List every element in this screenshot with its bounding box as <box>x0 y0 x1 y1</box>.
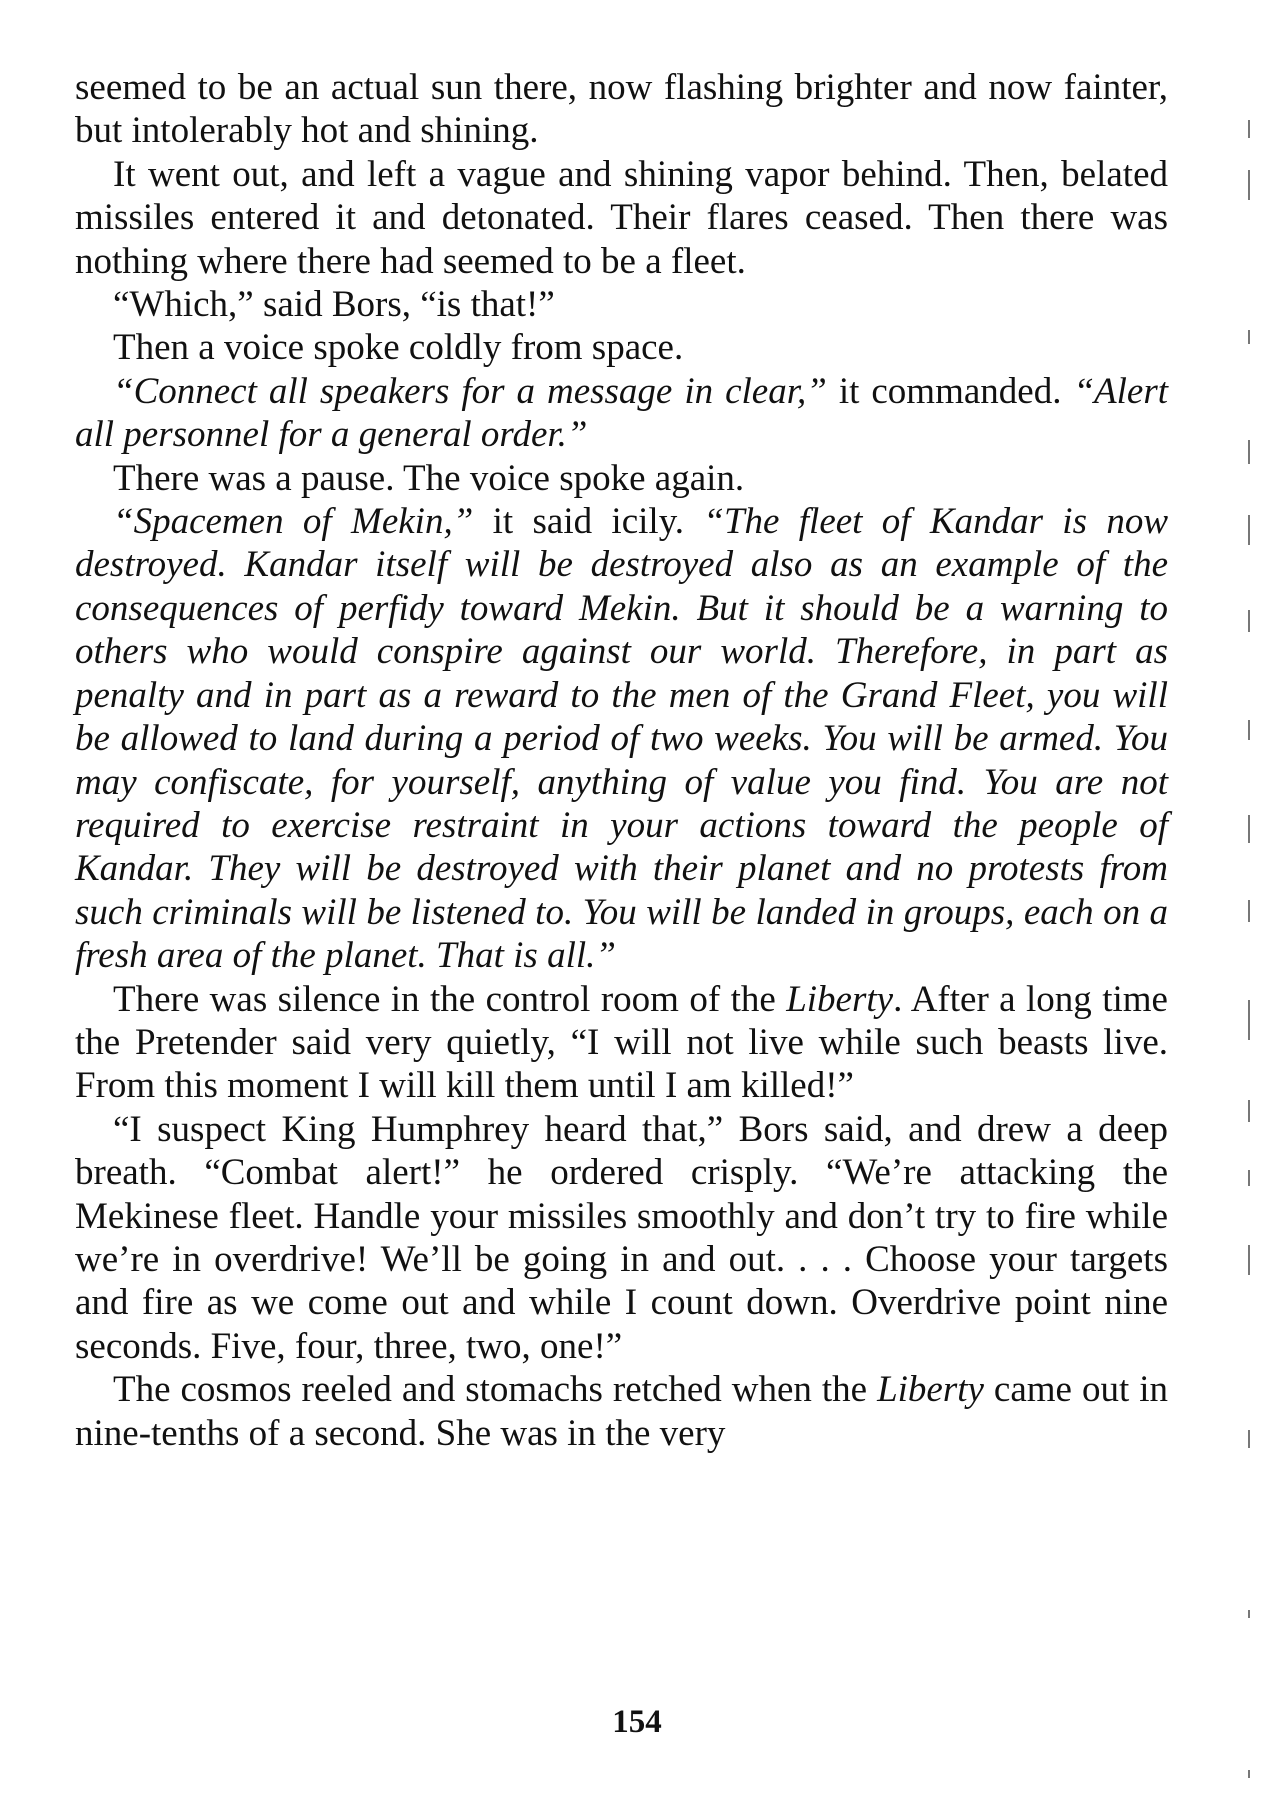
text-run: There was silence in the control room of the <box>113 978 787 1020</box>
paragraph-6: There was a pause. The voice spoke again. <box>113 457 745 499</box>
margin-mark <box>1248 720 1250 740</box>
paragraph-2: It went out, and left a vague and shining vapor behind. Then, belated missiles entered it and detonated. Their flares ceased. Then there was nothing where there had seemed to be a fleet. <box>75 153 1168 282</box>
margin-mark <box>1248 515 1250 545</box>
margin-mark <box>1248 1610 1250 1618</box>
margin-mark <box>1248 900 1250 922</box>
text-run: came out in nine-tenths of a second. She was in the very <box>75 1369 1168 1454</box>
margin-mark <box>1248 1000 1250 1040</box>
voice-quote: “Alert all personnel for a general order.” <box>75 370 1169 456</box>
voice-quote: “Connect all speakers for a message in clear,” <box>113 370 827 412</box>
text-run: The cosmos reeled and stomachs retched when the <box>113 1369 878 1411</box>
paragraph-7 <box>75 500 1168 977</box>
dialogue-tag: it commanded. <box>826 370 1074 412</box>
paragraph-3: “Which,” said Bors, “is that!” <box>113 284 555 326</box>
margin-mark <box>1248 1430 1250 1448</box>
paragraph-1: seemed to be an actual sun there, now flashing brighter and now fainter, but intolerably hot and shining. <box>75 67 1168 152</box>
paragraph-5 <box>75 370 1168 457</box>
margin-mark <box>1248 1245 1250 1275</box>
voice-quote: “Spacemen of Mekin,” <box>113 501 474 543</box>
margin-mark <box>1248 440 1250 464</box>
paragraph-4: Then a voice spoke coldly from space. <box>113 327 684 369</box>
margin-mark <box>1248 1770 1250 1778</box>
paragraph-9: “I suspect King Humphrey heard that,” Bors said, and drew a deep breath. “Combat alert!” he ordered crisply. “We’re attacking the Mekinese fleet. Handle your missiles smoothly and don’t try to fire while we’re in overdrive! We’ll be going in and out. . . . Choose your targets and fire as we come out and while I count down. Overdrive point nine seconds. Five, four, three, two, one!” <box>75 1108 1168 1367</box>
paragraph-10 <box>75 1368 1168 1455</box>
margin-mark <box>1248 1100 1250 1122</box>
ship-name: Liberty <box>877 1369 984 1411</box>
margin-mark <box>1248 170 1250 200</box>
margin-mark <box>1248 330 1250 344</box>
page-number: 154 <box>612 1704 662 1740</box>
voice-quote: “The fleet of Kandar is now destroyed. Kandar itself will be destroyed also as an example of the consequences of perfidy toward Mekin. But it should be a warning to others who would conspire against our world. Therefore, in part as penalty and in part as a reward to the men of the Grand Fleet, you will be allowed to land during a period of two weeks. You will be armed. You may confiscate, for yourself, anything of value you find. You are not required to exercise restraint in your actions toward the people of Kandar. They will be destroyed with their planet and no protests from such criminals will be listened to. You will be landed in groups, each on a fresh area of the planet. That is all.” <box>75 501 1168 977</box>
paragraph-8 <box>75 978 1168 1108</box>
margin-mark <box>1248 1170 1250 1186</box>
margin-mark <box>1248 120 1250 138</box>
margin-mark <box>1248 610 1250 632</box>
dialogue-tag: it said icily. <box>473 501 704 543</box>
margin-mark <box>1248 815 1250 843</box>
text-run: . After a long time the Pretender said very quietly, “I will not live while such beasts live. From this moment I will kill them until I am killed!” <box>75 978 1168 1107</box>
book-page <box>75 66 1168 1455</box>
ship-name: Liberty <box>786 978 894 1020</box>
